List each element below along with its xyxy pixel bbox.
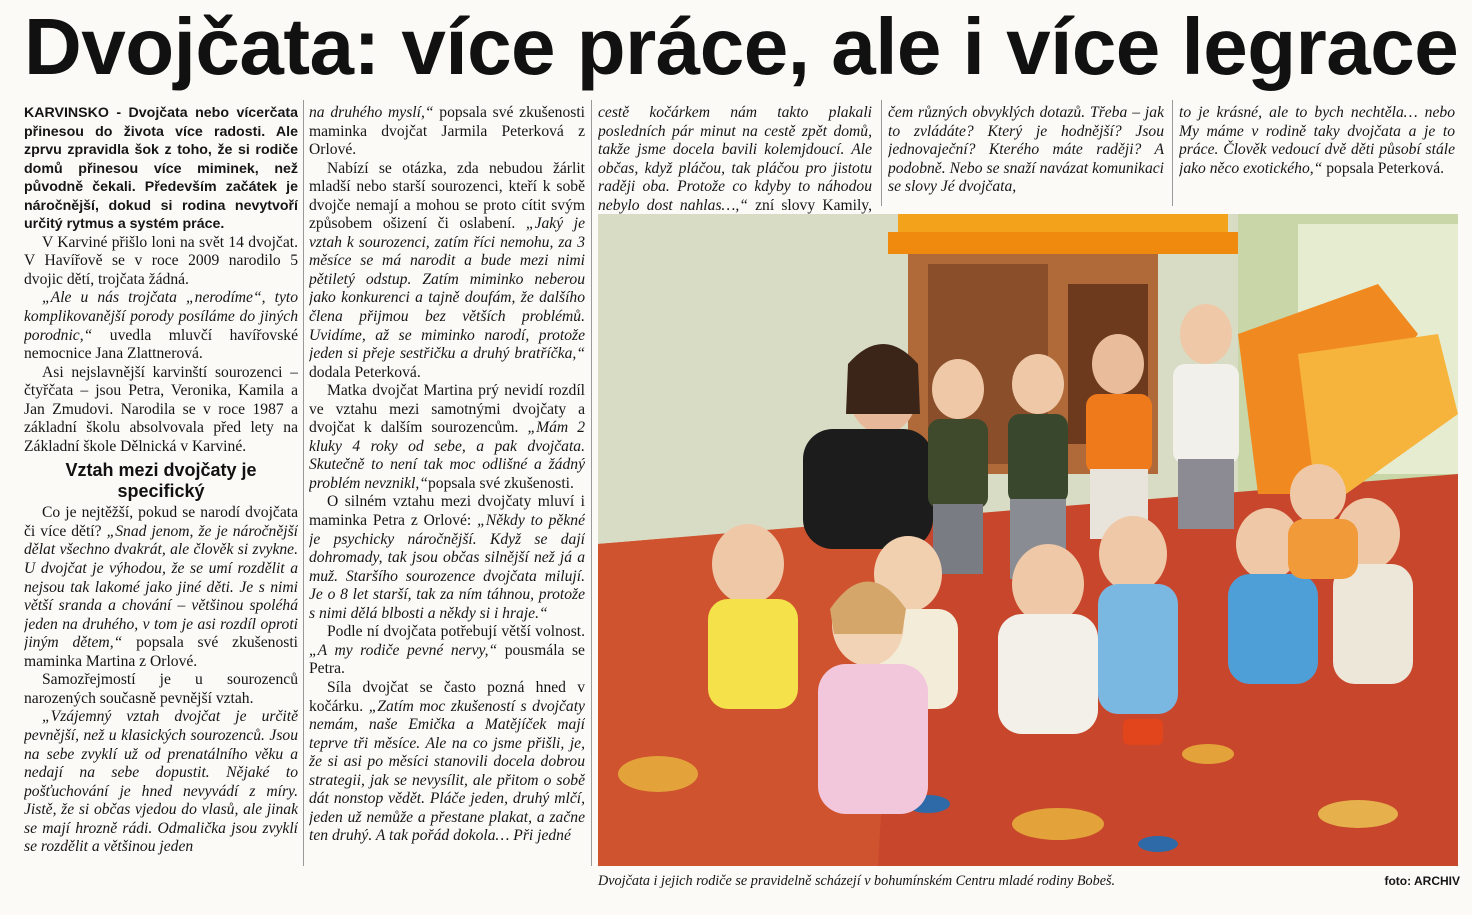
quote: „Snad jenom, že je náročnější dělat všechno dvakrát, ale člověk si zvykne. U dvojčat je výhodou, že se umí rozdělit a nejsou tak lakomé jako jiné děti. Je s nimi větší sranda a chování – většinou spoléhá jeden na druhého, v tom je asi rozdíl oproti jiným dětem,“: [24, 522, 298, 652]
column-rule: [881, 100, 882, 206]
quote: cestě kočárkem nám takto plakali posledních pár minut na cestě zpět domů, takže jsme docela bavili kolemjdoucí. Ale občas, když pláčou, tak pláčou pro jistotu raději oba. Protože co kdyby to náhodou nebylo dost nahlas…,“: [598, 104, 872, 214]
article-column-2: [309, 104, 585, 889]
text: dodala Peterková.: [309, 363, 421, 381]
quote: „Ale u nás trojčata „nerodíme“, tyto komplikovanější porody posíláme do jiných porodnic,“: [24, 289, 298, 344]
quote: čem různých obvyklých dotazů. Třeba – jak to zvládáte? Který je hodnější? Jsou jednovaječní? Kterého máte raději? A podobně. Nebo se snaží navázat komunikaci se slovy Jé dvojčata,: [888, 104, 1164, 196]
article-column-4: [888, 104, 1164, 206]
quote: „Zatím moc zkušeností s dvojčaty nemám, naše Emička a Matějíček mají teprve tři měsíce. Ale na co jsme přišli, je, že si asi po měsíci stanovili docela dobrou strategii, jak se nevysílit, ale přitom o sobě dát nonstop vědět. Pláče jeden, druhý mlčí, jeden už nemůže a přestane plakat, a začne ten druhý. A tak pořád dokola… Při jedné: [309, 697, 585, 845]
text: popsala své zkušenosti maminka dvojčat Jarmila Peterková z Orlové.: [309, 104, 585, 159]
text: O silném vztahu mezi dvojčaty mluví i maminka Petra z Orlové:: [309, 493, 585, 530]
paragraph: [309, 679, 585, 846]
dateline: KARVINSKO -: [24, 105, 122, 121]
paragraph: [888, 104, 1164, 197]
column-rule: [1172, 100, 1173, 206]
text: zní slovy Kamily,: [755, 196, 872, 214]
photo-credit: foto: ARCHIV: [1384, 874, 1460, 888]
paragraph: [24, 504, 298, 671]
headline: Dvojčata: více práce, ale i více legrace: [24, 2, 1459, 91]
text: Nabízí se otázka, zda nebudou žárlit mladší nebo starší sourozenci, kteří k sobě dvojče nemají a mohou se proto cítit svým způsobem ošizení či oslabení.: [309, 159, 585, 233]
paragraph: Samozřejmostí je u sourozenců narozených současně pevnější vztah.: [24, 671, 298, 707]
lead-paragraph: [24, 104, 298, 234]
paragraph: [309, 493, 585, 623]
quote: „A my rodiče pevné nervy,“: [309, 641, 498, 659]
text: uvedla mluvčí havířovské nemocnice Jana Zlattnerová.: [24, 326, 298, 363]
column-rule: [591, 100, 592, 866]
text: Co je nejtěžší, pokud se narodí dvojčata či více dětí?: [24, 504, 298, 540]
column-rule: [303, 100, 304, 866]
text: Podle ní dvojčata potřebují větší volnost.: [327, 623, 585, 641]
paragraph: [309, 160, 585, 383]
article-photo: [598, 214, 1458, 866]
paragraph: [309, 382, 585, 493]
lead-text: Dvojčata nebo vícerčata přinesou do života více radosti. Ale zprvu zpravidla šok z toho, že si rodiče domů přinesou více miminek, než původně čekali. Především začátek je náročnější, dokud si rodina nevytvoří určitý rytmus a systém práce.: [24, 105, 298, 233]
paragraph: [24, 289, 298, 363]
text: popsala Peterková.: [1322, 159, 1445, 177]
article-column-3-continued: [598, 498, 718, 626]
text: popsala své zkušenosti maminka Martina z Orlové.: [24, 634, 298, 670]
paragraph: V Karviné přišlo loni na svět 14 dvojčat. V Havířově se v roce 2009 narodilo 5 dvojic dětí, trojčata žádná.: [24, 233, 298, 288]
subheading: Vztah mezi dvojčaty je specifický: [65, 460, 257, 502]
quote: na druhého myslí,“: [309, 104, 434, 121]
paragraph: [1179, 104, 1455, 178]
photo-caption: Dvojčata i jejich rodiče se pravidelně scházejí v bohumínském Centru mladé rodiny Bobeš.: [598, 873, 1116, 889]
article-column-5: [1179, 104, 1455, 206]
paragraph: [309, 623, 585, 679]
text: pousmála se Petra.: [309, 641, 585, 678]
quote: to je krásné, ale to bych nechtěla… nebo My máme v rodině taky dvojčata a je to práce. Člověk vedoucí dvě děti působí stále jako něco exotického,“: [1179, 104, 1455, 177]
article-column-1: [24, 104, 298, 889]
quote: „Mám 2 kluky 4 roky od sebe, a pak dvojčata. Skutečně to není tak moc odlišné a žádný problém nevznikl,“: [309, 419, 585, 492]
quote: „Vzájemný vztah dvojčat je určitě pevnější, než u klasických sourozenců. Jsou na sebe zvyklí už od prenatálního věku a nedají na sebe dopustit. Nějaké to pošťuchování je hned nevyvádí z míry. Jistě, že si občas vjedou do vlasů, ale jinak se mají hrozně rádi. Odmalička jsou zvyklí se rozdělit a většinou jeden: [24, 708, 298, 856]
paragraph: [309, 104, 585, 160]
paragraph: [24, 708, 298, 856]
text: Matka dvojčat Martina prý nevidí rozdíl ve vztahu mezi samotnými dvojčaty a dvojčat k dalším sourozencům.: [309, 382, 585, 437]
text: Síla dvojčat se často pozná hned v kočárku.: [309, 678, 585, 715]
quote: „Někdy to pěkné je psychicky náročnější. Když se dají dohromady, tak jsou občas silnější než já a muž. Staršího sourozence dvojčata milují. Je o 8 let starší, tak za ním táhnou, protože s nimi dělá blbosti a někdy si i hraje.“: [309, 512, 585, 622]
paragraph: Asi nejslavnější karvinští sourozenci – čtyřčata – jsou Petra, Veronika, Kamila a Jan Zmudovi. Narodila se v roce 1987 a základní školu absolvovala před lety na Základní škole Dělnická v Karviné.: [24, 363, 298, 455]
quote: „Jaký je vztah k sourozenci, zatím říci nemohu, za 3 měsíce se má narodit a bude mezi nimi pětiletý odstup. Zatím miminko neberou jako konkurenci a tajně doufám, že dalšího člena přijmou bez větších problémů. Uvidíme, až se miminko narodí, protože jeden si přeje sestřičku a druhý bratříčka,“: [309, 215, 585, 363]
text: popsala své zkušenosti.: [427, 474, 574, 492]
